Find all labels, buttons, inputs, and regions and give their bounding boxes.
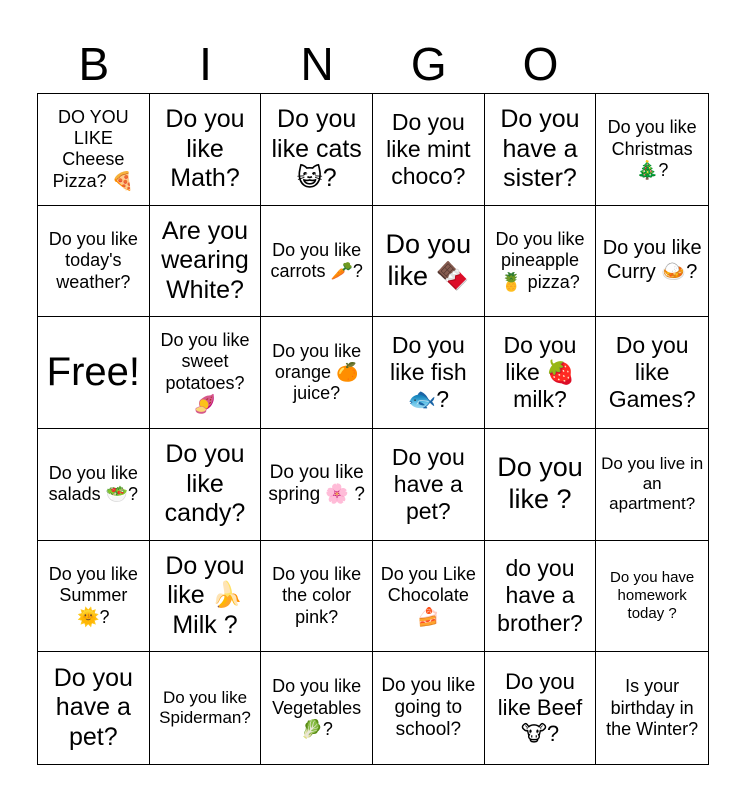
bingo-cell[interactable]: Do you have a sister?	[485, 94, 597, 206]
bingo-cell[interactable]: Do you Like Chocolate 🍰	[373, 541, 485, 653]
bingo-card-grid	[37, 93, 709, 765]
bingo-cell[interactable]: Do you live in an apartment?	[596, 429, 708, 541]
bingo-cell[interactable]: Do you like Curry 🍛?	[596, 206, 708, 318]
bingo-cell[interactable]: Do you like Vegetables 🥬?	[261, 652, 373, 764]
bingo-cell[interactable]: Do you like Summer 🌞?	[38, 541, 150, 653]
bingo-cell[interactable]: Do you like going to school?	[373, 652, 485, 764]
bingo-cell[interactable]: Do you like fish 🐟?	[373, 317, 485, 429]
bingo-cell[interactable]: Do you like pineapple 🍍 pizza?	[485, 206, 597, 318]
bingo-cell[interactable]: DO YOU LIKE Cheese Pizza? 🍕	[38, 94, 150, 206]
header-letter-blank	[596, 36, 708, 92]
bingo-cell[interactable]: do you have a brother?	[485, 541, 597, 653]
bingo-cell[interactable]: Do you like orange 🍊 juice?	[261, 317, 373, 429]
bingo-cell[interactable]: Do you have homework today ?	[596, 541, 708, 653]
bingo-cell[interactable]: Do you like Math?	[150, 94, 262, 206]
bingo-cell[interactable]: Do you like Beef 🐮?	[485, 652, 597, 764]
bingo-cell[interactable]: Do you like 🍓 milk?	[485, 317, 597, 429]
bingo-cell[interactable]: Do you have a pet?	[38, 652, 150, 764]
bingo-cell[interactable]: Do you like Christmas 🎄?	[596, 94, 708, 206]
bingo-cell[interactable]: Do you like 🍫	[373, 206, 485, 318]
header-letter-o: O	[522, 38, 559, 90]
bingo-cell[interactable]: Do you like candy?	[150, 429, 262, 541]
bingo-cell[interactable]: Do you like ?	[485, 429, 597, 541]
free-space-cell[interactable]: Free!	[38, 317, 150, 429]
header-letter-n: N	[300, 38, 334, 90]
bingo-cell[interactable]: Do you have a pet?	[373, 429, 485, 541]
header-letter-g: G	[410, 38, 447, 90]
bingo-cell[interactable]: Is your birthday in the Winter?	[606, 676, 699, 739]
header-letter-b: B	[78, 38, 110, 90]
bingo-cell[interactable]: Do you like carrots 🥕?	[261, 206, 373, 318]
bingo-cell[interactable]: Do you like salads 🥗?	[38, 429, 150, 541]
header-letter-i: I	[199, 38, 212, 90]
bingo-cell[interactable]: Do you like 🍌 Milk ?	[150, 541, 262, 653]
bingo-cell[interactable]: Do you like Games?	[596, 317, 708, 429]
bingo-cell[interactable]: Do you like the color pink?	[261, 541, 373, 653]
bingo-cell[interactable]: Do you like sweet potatoes? 🍠	[150, 317, 262, 429]
bingo-cell[interactable]: Do you like Spiderman?	[150, 652, 262, 764]
bingo-cell[interactable]: Do you like cats 😺?	[261, 94, 373, 206]
bingo-cell[interactable]: Do you like spring 🌸 ?	[261, 429, 373, 541]
bingo-cell[interactable]: Are you wearing White?	[150, 206, 262, 318]
bingo-cell[interactable]: Do you like mint choco?	[373, 94, 485, 206]
bingo-header	[38, 36, 708, 92]
bingo-cell[interactable]: Do you like today's weather?	[38, 206, 150, 318]
